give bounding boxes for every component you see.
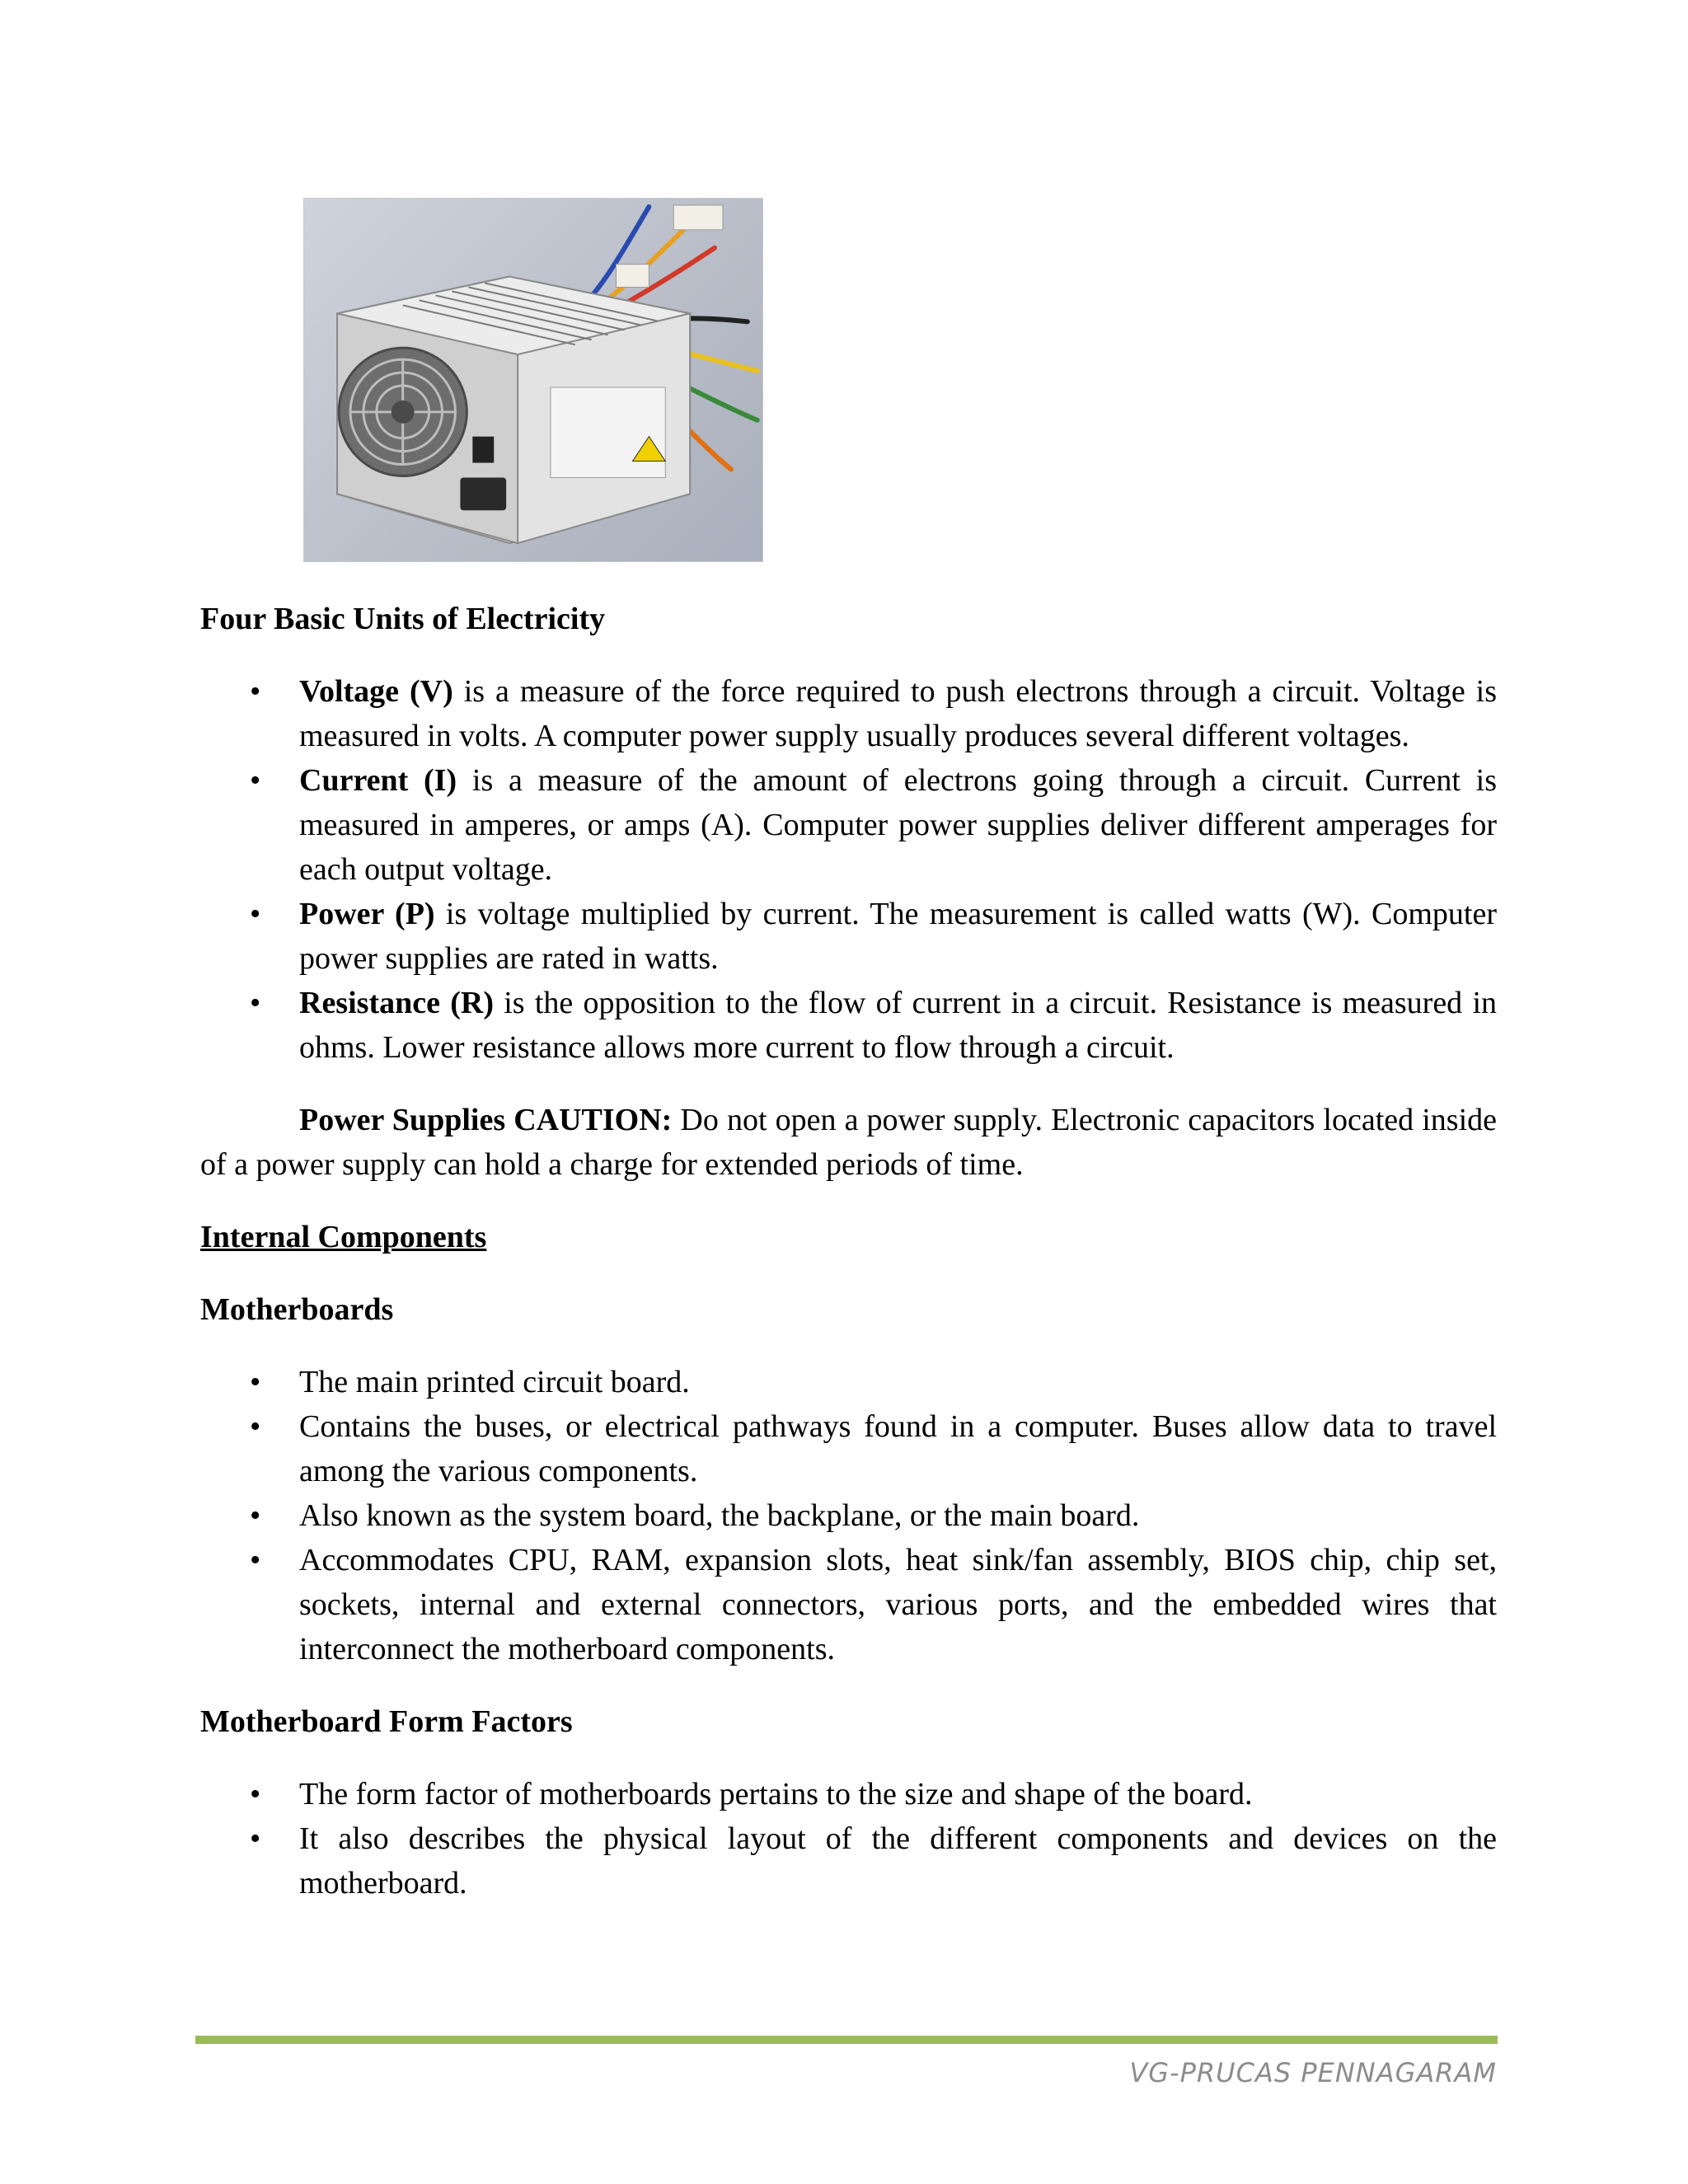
document-body [200, 597, 1497, 1905]
power-text: is voltage multiplied by current. The measurement is called watts (W). Computer power supplies are rated in watts. [299, 897, 1497, 976]
list-item [200, 981, 1497, 1070]
power-supply-photo [303, 198, 763, 562]
caution-paragraph [200, 1098, 1497, 1187]
list-item [200, 892, 1497, 981]
list-item: • Accommodates CPU, RAM, expansion slots, heat sink/fan assembly, BIOS chip, chip set, sockets, internal and external connectors, various ports, and the embedded wires that interconnect the motherboard components. [200, 1538, 1497, 1671]
list-item [200, 669, 1497, 758]
caution-text: Do not open a power supply. Electronic capacitors located inside of a power supply can hold a charge for extended periods of time. [200, 1103, 1498, 1182]
footer-text: VG-PRUCAS PENNAGARAM [1129, 2057, 1497, 2088]
current-text: is a measure of the amount of electrons going through a circuit. Current is measured in amperes, or amps (A). Computer power supplies deliver different amperages for each output voltage. [299, 763, 1497, 887]
power-term: Power (P) [299, 897, 435, 931]
footer-rule [195, 2036, 1498, 2044]
caution-label: Power Supplies CAUTION: [299, 1103, 673, 1137]
power-supply-icon [304, 199, 762, 561]
voltage-text: is a measure of the force required to push electrons through a circuit. Voltage is measured in volts. A computer power supply usually produces several different voltages. [299, 674, 1498, 753]
resistance-term: Resistance (R) [299, 986, 494, 1020]
list-item: • Contains the buses, or electrical pathways found in a computer. Buses allow data to travel among the various components. [200, 1404, 1497, 1493]
units-heading: Four Basic Units of Electricity [200, 602, 606, 636]
form-factors-list [200, 1772, 1497, 1905]
current-term: Current (I) [299, 763, 457, 798]
voltage-term: Voltage (V) [299, 674, 453, 709]
list-item [200, 758, 1497, 892]
list-item: • It also describes the physical layout of the different components and devices on the motherboard. [200, 1816, 1497, 1905]
internal-components-heading: Internal Components [200, 1220, 487, 1254]
list-item: • Also known as the system board, the backplane, or the main board. [200, 1493, 1497, 1538]
motherboards-heading: Motherboards [200, 1292, 394, 1327]
form-factors-heading: Motherboard Form Factors [200, 1704, 573, 1739]
units-list [200, 669, 1497, 1070]
resistance-text: is the opposition to the flow of current in a circuit. Resistance is measured in ohms. Lower resistance allows more current to flow through a circuit. [299, 986, 1498, 1065]
list-item: • The form factor of motherboards pertains to the size and shape of the board. [200, 1772, 1497, 1816]
list-item: • The main printed circuit board. [200, 1360, 1497, 1404]
motherboards-list [200, 1360, 1497, 1671]
